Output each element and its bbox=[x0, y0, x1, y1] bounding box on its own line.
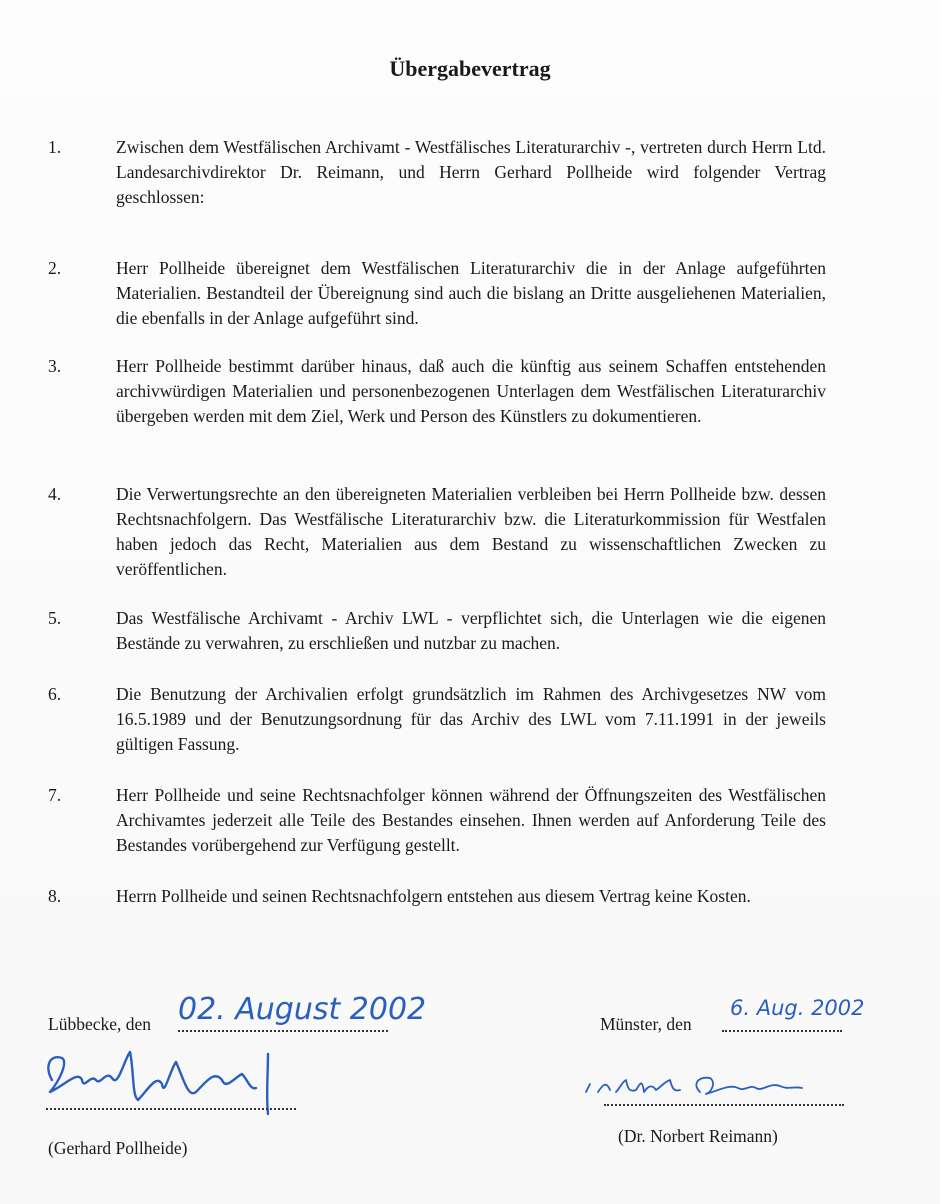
handwritten-date-right: 6. Aug. 2002 bbox=[730, 996, 865, 1020]
place-date-label-right: Münster, den bbox=[600, 1014, 692, 1034]
clause-number: 5. bbox=[48, 608, 62, 628]
clause-text: Die Benutzung der Archivalien erfolgt grundsätzlich im Rahmen des Archivgesetzes NW vom 16.5.1989 und der Benutzungsordnung für das Archiv des LWL vom 7.11.1991 in der jeweils gültigen Fassung. bbox=[116, 684, 826, 754]
clause-text: Das Westfälische Archivamt - Archiv LWL - verpflichtet sich, die Unterlagen wie die eigenen Bestände zu verwahren, zu erschließen und nutzbar zu machen. bbox=[116, 608, 826, 653]
clause-number: 1. bbox=[48, 137, 62, 157]
clause-number: 7. bbox=[48, 785, 62, 805]
signer-name-left: (Gerhard Pollheide) bbox=[48, 1138, 188, 1158]
document-title: Übergabevertrag bbox=[389, 56, 551, 81]
clause-number: 2. bbox=[48, 258, 62, 278]
signature-line-left bbox=[46, 1108, 296, 1110]
clause-text: Herr Pollheide und seine Rechtsnachfolger können während der Öffnungszeiten des Westfälischen Archivamtes jederzeit alle Teile des Bestandes einsehen. Ihnen werden auf Anforderung Teile des Bestandes vorübergehend zur Verfügung gestellt. bbox=[116, 785, 826, 855]
clause-text: Herr Pollheide übereignet dem Westfälischen Literaturarchiv die in der Anlage aufgeführten Materialien. Bestandteil der Übereignung sind auch die bislang an Dritte ausgeliehenen Materialien, die ebenfalls in der Anlage aufgeführt sind. bbox=[116, 258, 826, 328]
clause-text: Zwischen dem Westfälischen Archivamt - Westfälisches Literaturarchiv -, vertreten durch Herrn Ltd. Landesarchivdirektor Dr. Reimann, und Herrn Gerhard Pollheide wird folgender Vertrag geschlossen: bbox=[116, 137, 826, 207]
signer-name-right: (Dr. Norbert Reimann) bbox=[618, 1126, 778, 1146]
clause-text: Die Verwertungsrechte an den übereigneten Materialien verbleiben bei Herrn Pollheide bzw. dessen Rechtsnachfolgern. Das Westfälische Literaturarchiv bzw. die Literaturkommission für Westfalen haben jedoch das Recht, Materialien aus dem Bestand zu wissenschaftlichen Zwecken zu veröffentlichen. bbox=[116, 484, 826, 579]
handwritten-date-left: 02. August 2002 bbox=[178, 992, 427, 1027]
date-line-left bbox=[178, 1030, 388, 1032]
date-line-right bbox=[722, 1030, 842, 1032]
clause-number: 3. bbox=[48, 356, 62, 376]
signature-reimann-icon bbox=[580, 1064, 850, 1108]
clause-number: 4. bbox=[48, 484, 62, 504]
clause-number: 8. bbox=[48, 886, 62, 906]
signature-line-right bbox=[604, 1104, 844, 1106]
place-date-label-left: Lübbecke, den bbox=[48, 1014, 152, 1034]
clause-text: Herrn Pollheide und seinen Rechtsnachfolgern entstehen aus diesem Vertrag keine Kosten. bbox=[116, 886, 751, 906]
clause-number: 6. bbox=[48, 684, 62, 704]
clause-text: Herr Pollheide bestimmt darüber hinaus, daß auch die künftig aus seinem Schaffen entstehenden archivwürdigen Materialien und personenbezogenen Unterlagen dem Westfälischen Literaturarchiv übergeben werden mit dem Ziel, Werk und Person des Künstlers zu dokumentieren. bbox=[116, 356, 826, 426]
